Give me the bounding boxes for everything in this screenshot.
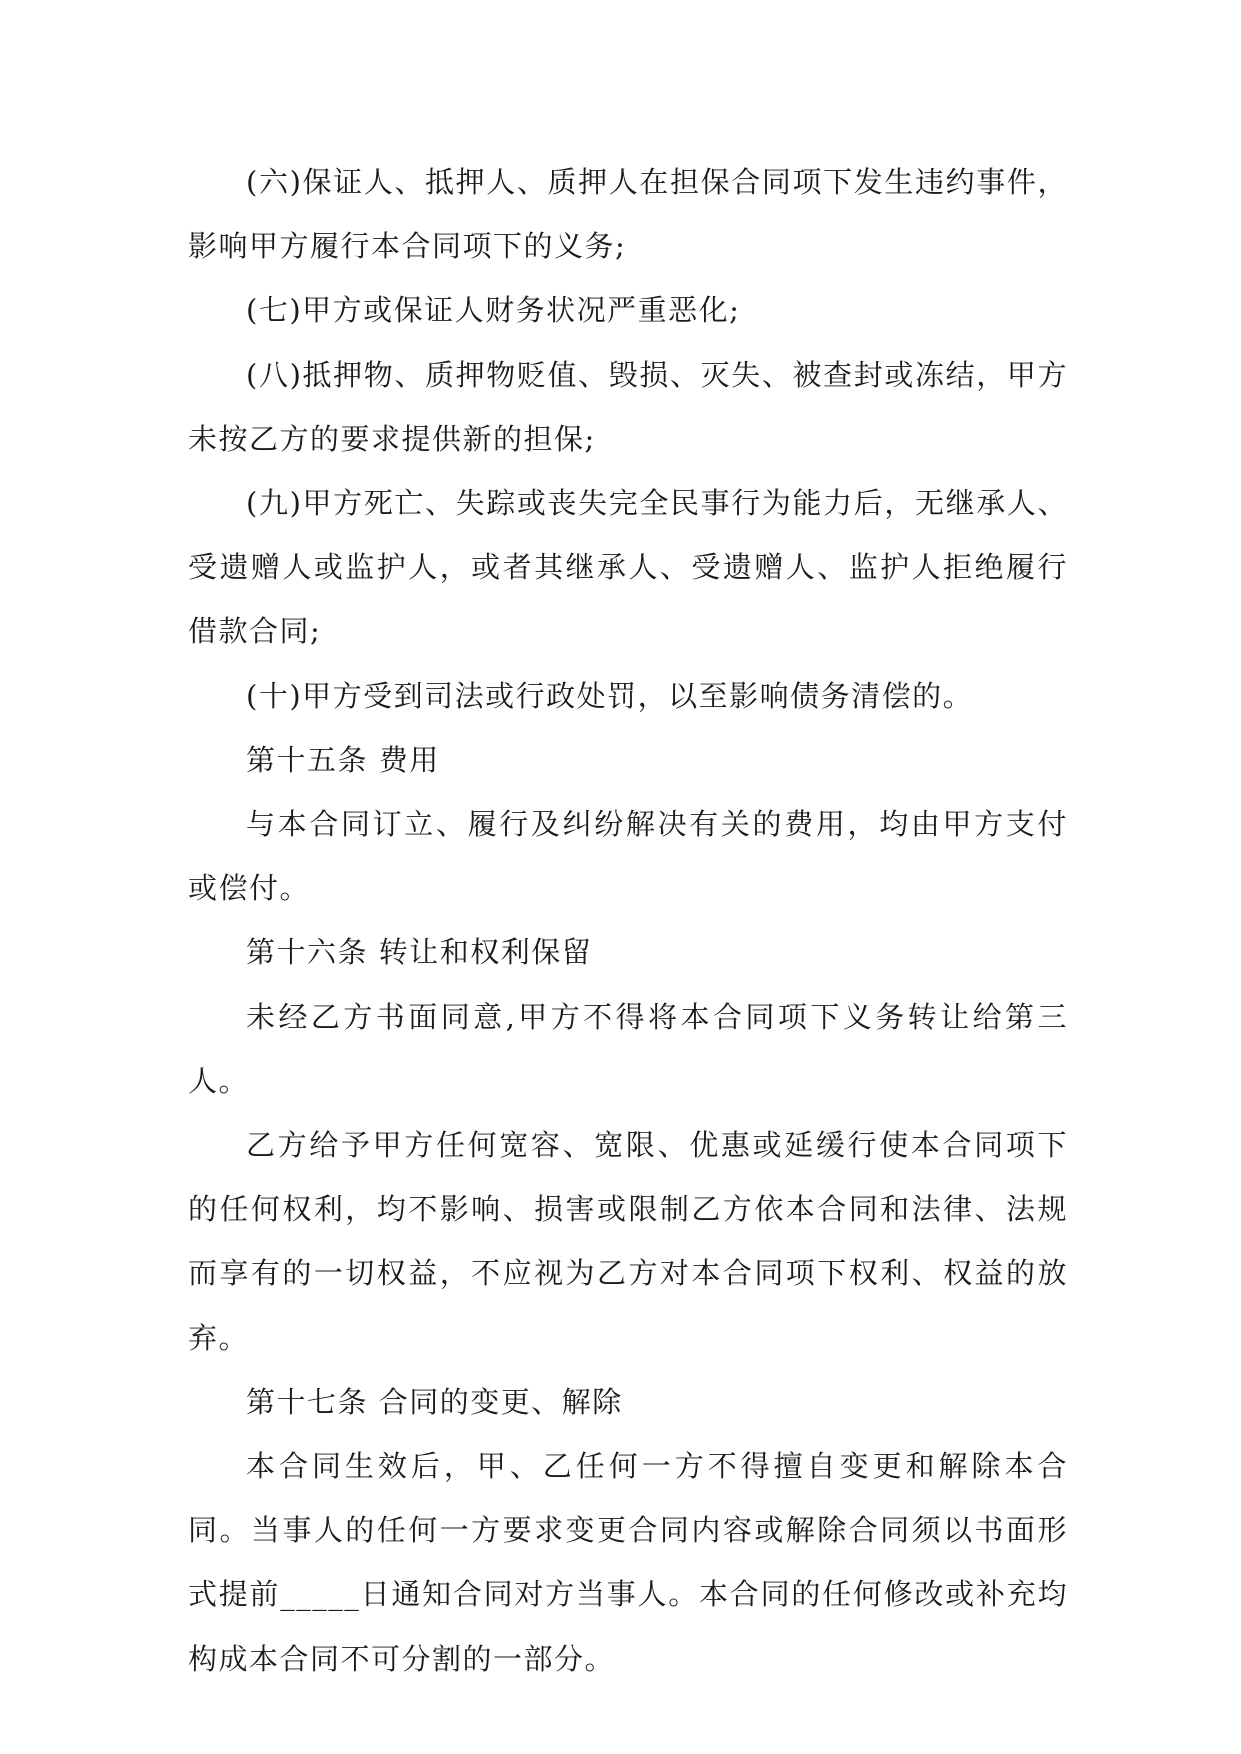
document-body xyxy=(188,150,1068,1691)
article-15-body: 与本合同订立、履行及纠纷解决有关的费用，均由甲方支付或偿付。 xyxy=(188,807,1068,906)
article-16-heading: 第十六条 转让和权利保留 xyxy=(246,935,593,970)
article-16-body-2: 乙方给予甲方任何宽容、宽限、优惠或延缓行使本合同项下的任何权利，均不影响、损害或限制乙方依本合同和法律、法规而享有的一切权益，不应视为乙方对本合同项下权利、权益的放弃。 xyxy=(188,1128,1068,1355)
article-15-heading: 第十五条 费用 xyxy=(246,742,440,777)
article-17-body: 本合同生效后，甲、乙任何一方不得擅自变更和解除本合同。当事人的任何一方要求变更合同内容或解除合同须以书面形式提前_____日通知合同对方当事人。本合同的任何修改或补充均构成本合同不可分割的一部分。 xyxy=(188,1449,1068,1676)
clause-item-6: (六)保证人、抵押人、质押人在担保合同项下发生违约事件，影响甲方履行本合同项下的义务; xyxy=(188,165,1068,264)
clause-item-7: (七)甲方或保证人财务状况严重恶化; xyxy=(246,293,741,328)
clause-item-8: (八)抵押物、质押物贬值、毁损、灭失、被查封或冻结，甲方未按乙方的要求提供新的担保; xyxy=(188,357,1068,456)
article-17-heading: 第十七条 合同的变更、解除 xyxy=(246,1384,623,1419)
clause-item-9: (九)甲方死亡、失踪或丧失完全民事行为能力后，无继承人、受遗赠人或监护人，或者其继承人、受遗赠人、监护人拒绝履行借款合同; xyxy=(188,486,1068,649)
article-16-body-1: 未经乙方书面同意,甲方不得将本合同项下义务转让给第三人。 xyxy=(188,999,1068,1098)
clause-item-10: (十)甲方受到司法或行政处罚，以至影响债务清偿的。 xyxy=(246,678,974,713)
